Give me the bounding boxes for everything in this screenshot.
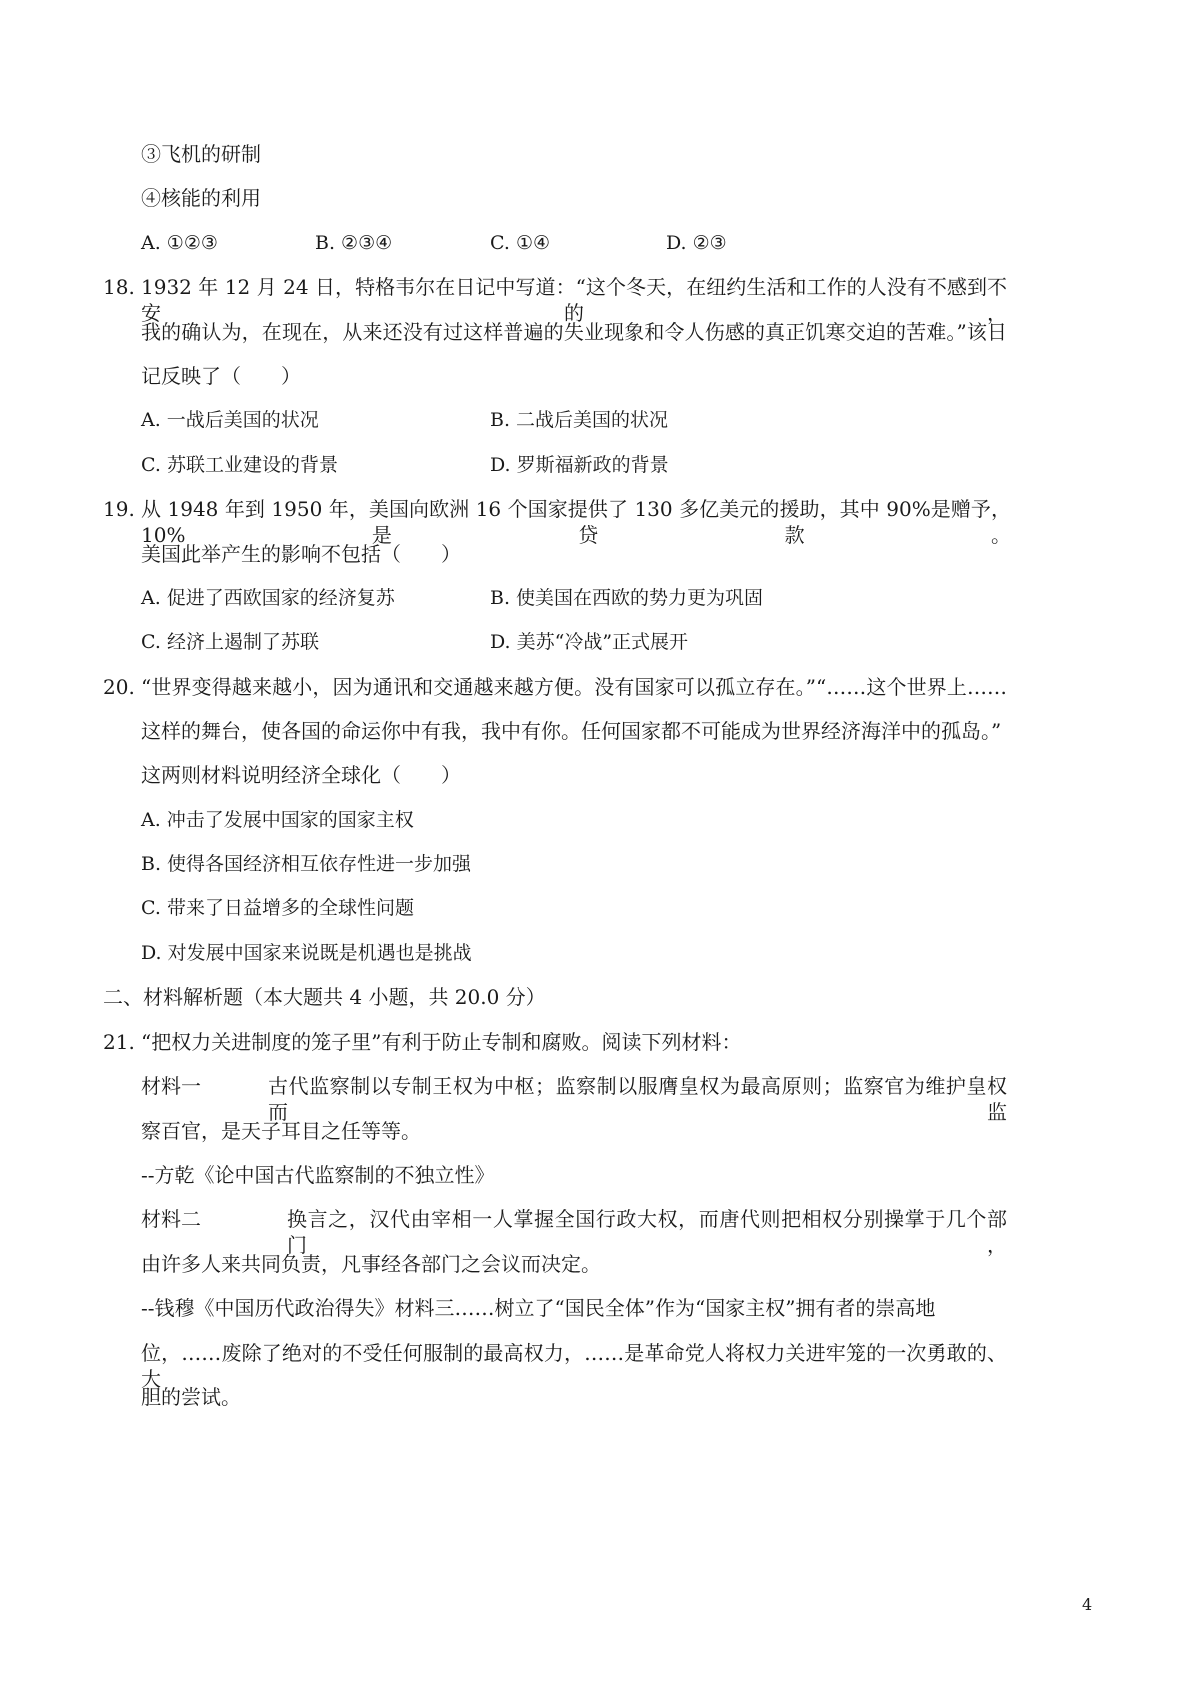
- material-2-source-and-material-3: --钱穆《中国历代政治得失》材料三……树立了“国民全体”作为“国家主权”拥有者的崇高地: [141, 1296, 936, 1320]
- q19-line-2: 美国此举产生的影响不包括（ ）: [141, 542, 461, 566]
- q17-option-c: C. ①④: [490, 232, 551, 254]
- q17-option-d: D. ②③: [666, 232, 727, 254]
- q19-line-1: 从 1948 年到 1950 年，美国向欧洲 16 个国家提供了 130 多亿美元的援助，其中 90%是赠予，10%是贷款。: [141, 497, 1011, 547]
- q18-line-1: 1932 年 12 月 24 日，特格韦尔在日记中写道：“这个冬天，在纽约生活和工作的人没有不感到不安的，: [141, 275, 1007, 325]
- q18-option-a: A. 一战后美国的状况: [141, 409, 319, 431]
- q18-number: 18.: [103, 275, 135, 299]
- material-2-label: 材料二: [141, 1207, 201, 1231]
- q20-option-a: A. 冲击了发展中国家的国家主权: [141, 809, 414, 831]
- q18-option-b: B. 二战后美国的状况: [490, 409, 669, 431]
- material-1-source: --方乾《论中国古代监察制的不独立性》: [141, 1163, 495, 1187]
- material-1-line-2: 察百官，是天子耳目之任等等。: [141, 1119, 421, 1143]
- material-3-line-3: 胆的尝试。: [141, 1385, 241, 1409]
- q17-option-b: B. ②③④: [315, 232, 393, 254]
- q19-option-b: B. 使美国在西欧的势力更为巩固: [490, 587, 764, 609]
- q18-option-d: D. 罗斯福新政的背景: [490, 454, 669, 476]
- section-heading: 二、材料解析题（本大题共 4 小题，共 20.0 分）: [103, 985, 546, 1009]
- material-1-line-1: 古代监察制以专制王权为中枢；监察制以服膺皇权为最高原则；监察官为维护皇权而监: [268, 1074, 1007, 1124]
- q20-number: 20.: [103, 675, 135, 699]
- q17-item-4: ④核能的利用: [141, 186, 261, 210]
- q18-option-c: C. 苏联工业建设的背景: [141, 454, 338, 476]
- q21-number: 21.: [103, 1030, 135, 1054]
- q20-option-d: D. 对发展中国家来说既是机遇也是挑战: [141, 942, 472, 964]
- q20-line-1: “世界变得越来越小，因为通讯和交通越来越方便。没有国家可以孤立存在。”“……这个世界上……: [141, 675, 1007, 699]
- q18-line-2: 我的确认为，在现在，从来还没有过这样普遍的失业现象和令人伤感的真正饥寒交迫的苦难。”该日: [141, 320, 1007, 344]
- q21-intro: “把权力关进制度的笼子里”有利于防止专制和腐败。阅读下列材料：: [141, 1030, 742, 1054]
- page-number: 4: [1082, 1595, 1093, 1614]
- q19-option-d: D. 美苏“冷战”正式展开: [490, 631, 689, 653]
- q20-option-b: B. 使得各国经济相互依存性进一步加强: [141, 853, 472, 875]
- q20-line-3: 这两则材料说明经济全球化（ ）: [141, 763, 461, 787]
- q17-item-3: ③飞机的研制: [141, 142, 261, 166]
- q19-option-c: C. 经济上遏制了苏联: [141, 631, 319, 653]
- q19-number: 19.: [103, 497, 135, 521]
- material-1-label: 材料一: [141, 1074, 201, 1098]
- q19-option-a: A. 促进了西欧国家的经济复苏: [141, 587, 395, 609]
- material-3-line-2: 位，……废除了绝对的不受任何服制的最高权力，……是革命党人将权力关进牢笼的一次勇敢的、大: [141, 1341, 1007, 1391]
- material-2-line-2: 由许多人来共同负责，凡事经各部门之会议而决定。: [141, 1252, 601, 1276]
- q17-option-a: A. ①②③: [141, 232, 218, 254]
- q20-line-2: 这样的舞台，使各国的命运你中有我，我中有你。任何国家都不可能成为世界经济海洋中的孤岛。”: [141, 719, 1002, 743]
- q18-line-3: 记反映了（ ）: [141, 364, 301, 388]
- q20-option-c: C. 带来了日益增多的全球性问题: [141, 897, 414, 919]
- material-2-line-1: 换言之，汉代由宰相一人掌握全国行政大权，而唐代则把相权分别操掌于几个部门，: [287, 1207, 1007, 1257]
